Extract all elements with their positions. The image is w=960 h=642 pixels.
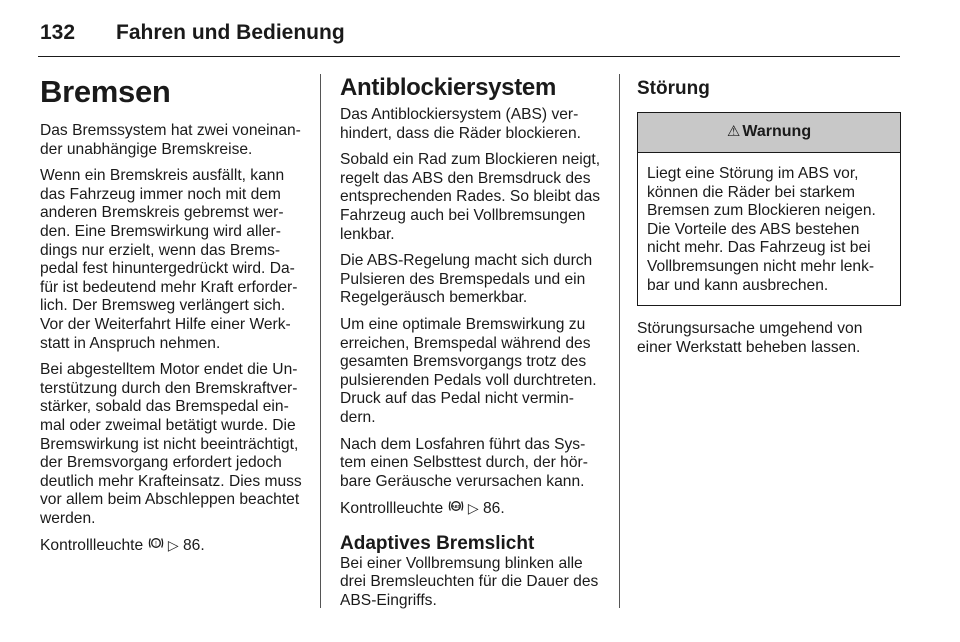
abs-warning-icon: [448, 499, 464, 518]
column-divider: [619, 74, 620, 608]
paragraph: Sobald ein Rad zum Blockieren neigt, regelt das ABS den Bremsdruck des entsprechenden Rades. So bleibt das Fahrzeug auch bei Vollbremsungen lenkbar.: [340, 151, 601, 243]
page-reference: 86.: [182, 537, 205, 555]
column-antiblockiersystem: [340, 72, 605, 619]
page-number: 132: [40, 21, 76, 44]
warning-box: [637, 112, 901, 306]
indicator-reference: [40, 536, 308, 556]
paragraph: Die ABS-Regelung macht sich durch Pulsieren des Bremspedals und ein Regelgeräusch bemerkbar.: [340, 252, 593, 307]
section-heading-bremsen: Bremsen: [40, 74, 171, 109]
warning-triangle-icon: ⚠: [726, 123, 741, 140]
paragraph: Das Bremssystem hat zwei voneinan-der unabhängige Bremskreise.: [40, 122, 301, 158]
indicator-reference: [340, 499, 605, 519]
column-stoerung: [637, 72, 901, 365]
subheading-adaptives-bremslicht: Adaptives Bremslicht: [340, 532, 535, 554]
indicator-label: Kontrollleuchte: [340, 500, 444, 518]
indicator-label: Kontrollleuchte: [40, 537, 144, 555]
column-divider: [320, 74, 321, 608]
paragraph: Bei einer Vollbremsung blinken alle drei Bremsleuchten für die Dauer des ABS-Eingriffs.: [340, 554, 599, 610]
svg-text:!: !: [154, 541, 157, 549]
paragraph: Um eine optimale Bremswirkung zu erreichen, Bremspedal während des gesamten Bremsvorgangs trotz des pulsierenden Pedals voll durchtreten. Druck auf das Pedal nicht vermin-dern.: [340, 315, 597, 426]
warning-title: Warnung: [742, 123, 812, 140]
warning-header: [638, 113, 900, 153]
page-header: [38, 18, 900, 57]
column-bremsen: [40, 72, 308, 564]
paragraph: Das Antiblockiersystem (ABS) ver-hindert, dass die Räder blockieren.: [340, 106, 581, 142]
page-reference: 86.: [482, 500, 505, 518]
paragraph: Wenn ein Bremskreis ausfällt, kann das Fahrzeug immer noch mit dem anderen Bremskreis gebremst wer-den. Eine Bremswirkung wird aller-dings nur erzielt, wenn das Brems-pedal fest hinuntergedrückt wird. Da-für ist bedeutend mehr Kraft erforder-lich. Der Bremsweg verlängert sich. Vor der Weiterfahrt Hilfe einer Werk-statt in Anspruch nehmen.: [40, 167, 298, 352]
brake-warning-icon: [148, 536, 164, 555]
chapter-title: Fahren und Bedienung: [116, 21, 345, 44]
warning-text: Liegt eine Störung im ABS vor, können die Räder bei starkem Bremsen zum Blockieren neigen. Die Vorteile des ABS bestehen nicht mehr. Das Fahrzeug ist bei Vollbremsungen nicht mehr lenk-bar und kann ausbrechen.: [647, 165, 876, 294]
paragraph: Bei abgestelltem Motor endet die Un-terstützung durch den Bremskraftver-stärker, sobald das Bremspedal ein-mal oder zweimal betätigt wurde. Die Bremswirkung ist nicht beeinträchtigt, der Bremsvorgang erfordert jedoch deutlich mehr Krafteinsatz. Dies muss vor allem beim Abschleppen beachtet werden.: [40, 361, 302, 527]
svg-text:ABS: ABS: [451, 504, 460, 510]
warning-body: [638, 153, 900, 305]
section-heading-stoerung: Störung: [637, 78, 710, 99]
page-reference-arrow-icon: ▷: [167, 537, 179, 554]
page-reference-arrow-icon: ▷: [467, 500, 479, 517]
section-heading-abs: Antiblockiersystem: [340, 74, 557, 101]
paragraph: Nach dem Losfahren führt das Sys-tem einen Selbsttest durch, der hör-bare Geräusche verursachen kann.: [340, 435, 588, 490]
paragraph: Störungsursache umgehend von einer Werkstatt beheben lassen.: [637, 320, 863, 356]
